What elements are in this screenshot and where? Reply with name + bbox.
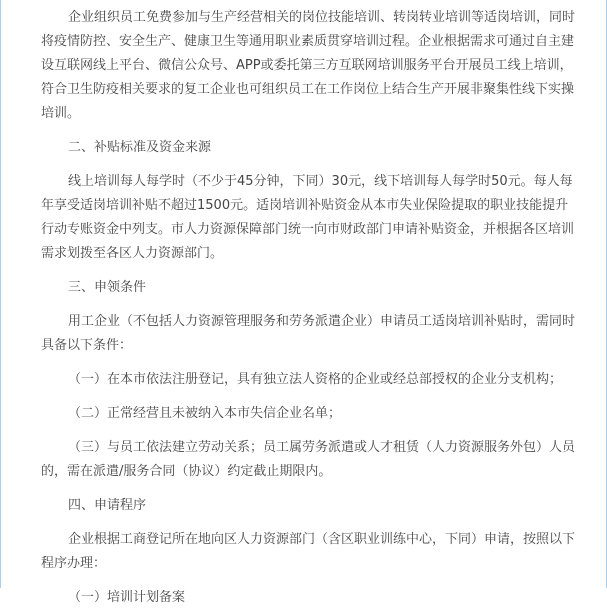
- condition-item-2: （二）正常经营且未被纳入本市失信企业名单；: [68, 406, 342, 421]
- paragraph-subsidy-standard: 线上培训每人每学时（不少于45分钟，下同）30元，线下培训每人每学时50元。每人每年享受适岗培训补贴不超过1500元。适岗培训补贴资金从本市失业保险提取的职业技能提升行动专账资金中列支。市人力资源保障部门统一向市财政部门申请补贴资金，并根据各区培训需求划拨至各区人力资源部门。: [41, 174, 575, 261]
- paragraph-eligibility-intro: 用工企业（不包括人力资源管理服务和劳务派遣企业）申请员工适岗培训补贴时，需同时具备以下条件：: [41, 314, 576, 353]
- article-body: [41, 6, 581, 610]
- condition-item-1: （一）在本市依法注册登记，具有独立法人资格的企业或经总部授权的企业分支机构；: [68, 372, 563, 387]
- condition-item-3: （三）与员工依法建立劳动关系；员工属劳务派遣或人才租赁（人力资源服务外包）人员的，需在派遣/服务合同（协议）约定截止期限内。: [41, 440, 576, 479]
- paragraph-training-content: 企业组织员工免费参加与生产经营相关的岗位技能培训、转岗转业培训等适岗培训，同时将疫情防控、安全生产、健康卫生等通用职业素质贯穿培训过程。企业根据需求可通过自主建设互联网线上平台、微信公众号、APP或委托第三方互联网培训服务平台开展员工线上培训，符合卫生防疫相关要求的复工企业也可组织员工在工作岗位上结合生产开展非聚集性线下实操培训。: [41, 10, 576, 121]
- section-heading-subsidy-standard: 二、补贴标准及资金来源: [68, 140, 212, 155]
- procedure-step-1: （一）培训计划备案: [68, 590, 186, 605]
- paragraph-procedure-intro: 企业根据工商登记所在地向区人力资源部门（含区职业训练中心，下同）申请，按照以下程序办理：: [41, 532, 576, 571]
- section-heading-eligibility: 三、申领条件: [68, 280, 147, 295]
- section-heading-application-procedure: 四、申请程序: [68, 498, 147, 513]
